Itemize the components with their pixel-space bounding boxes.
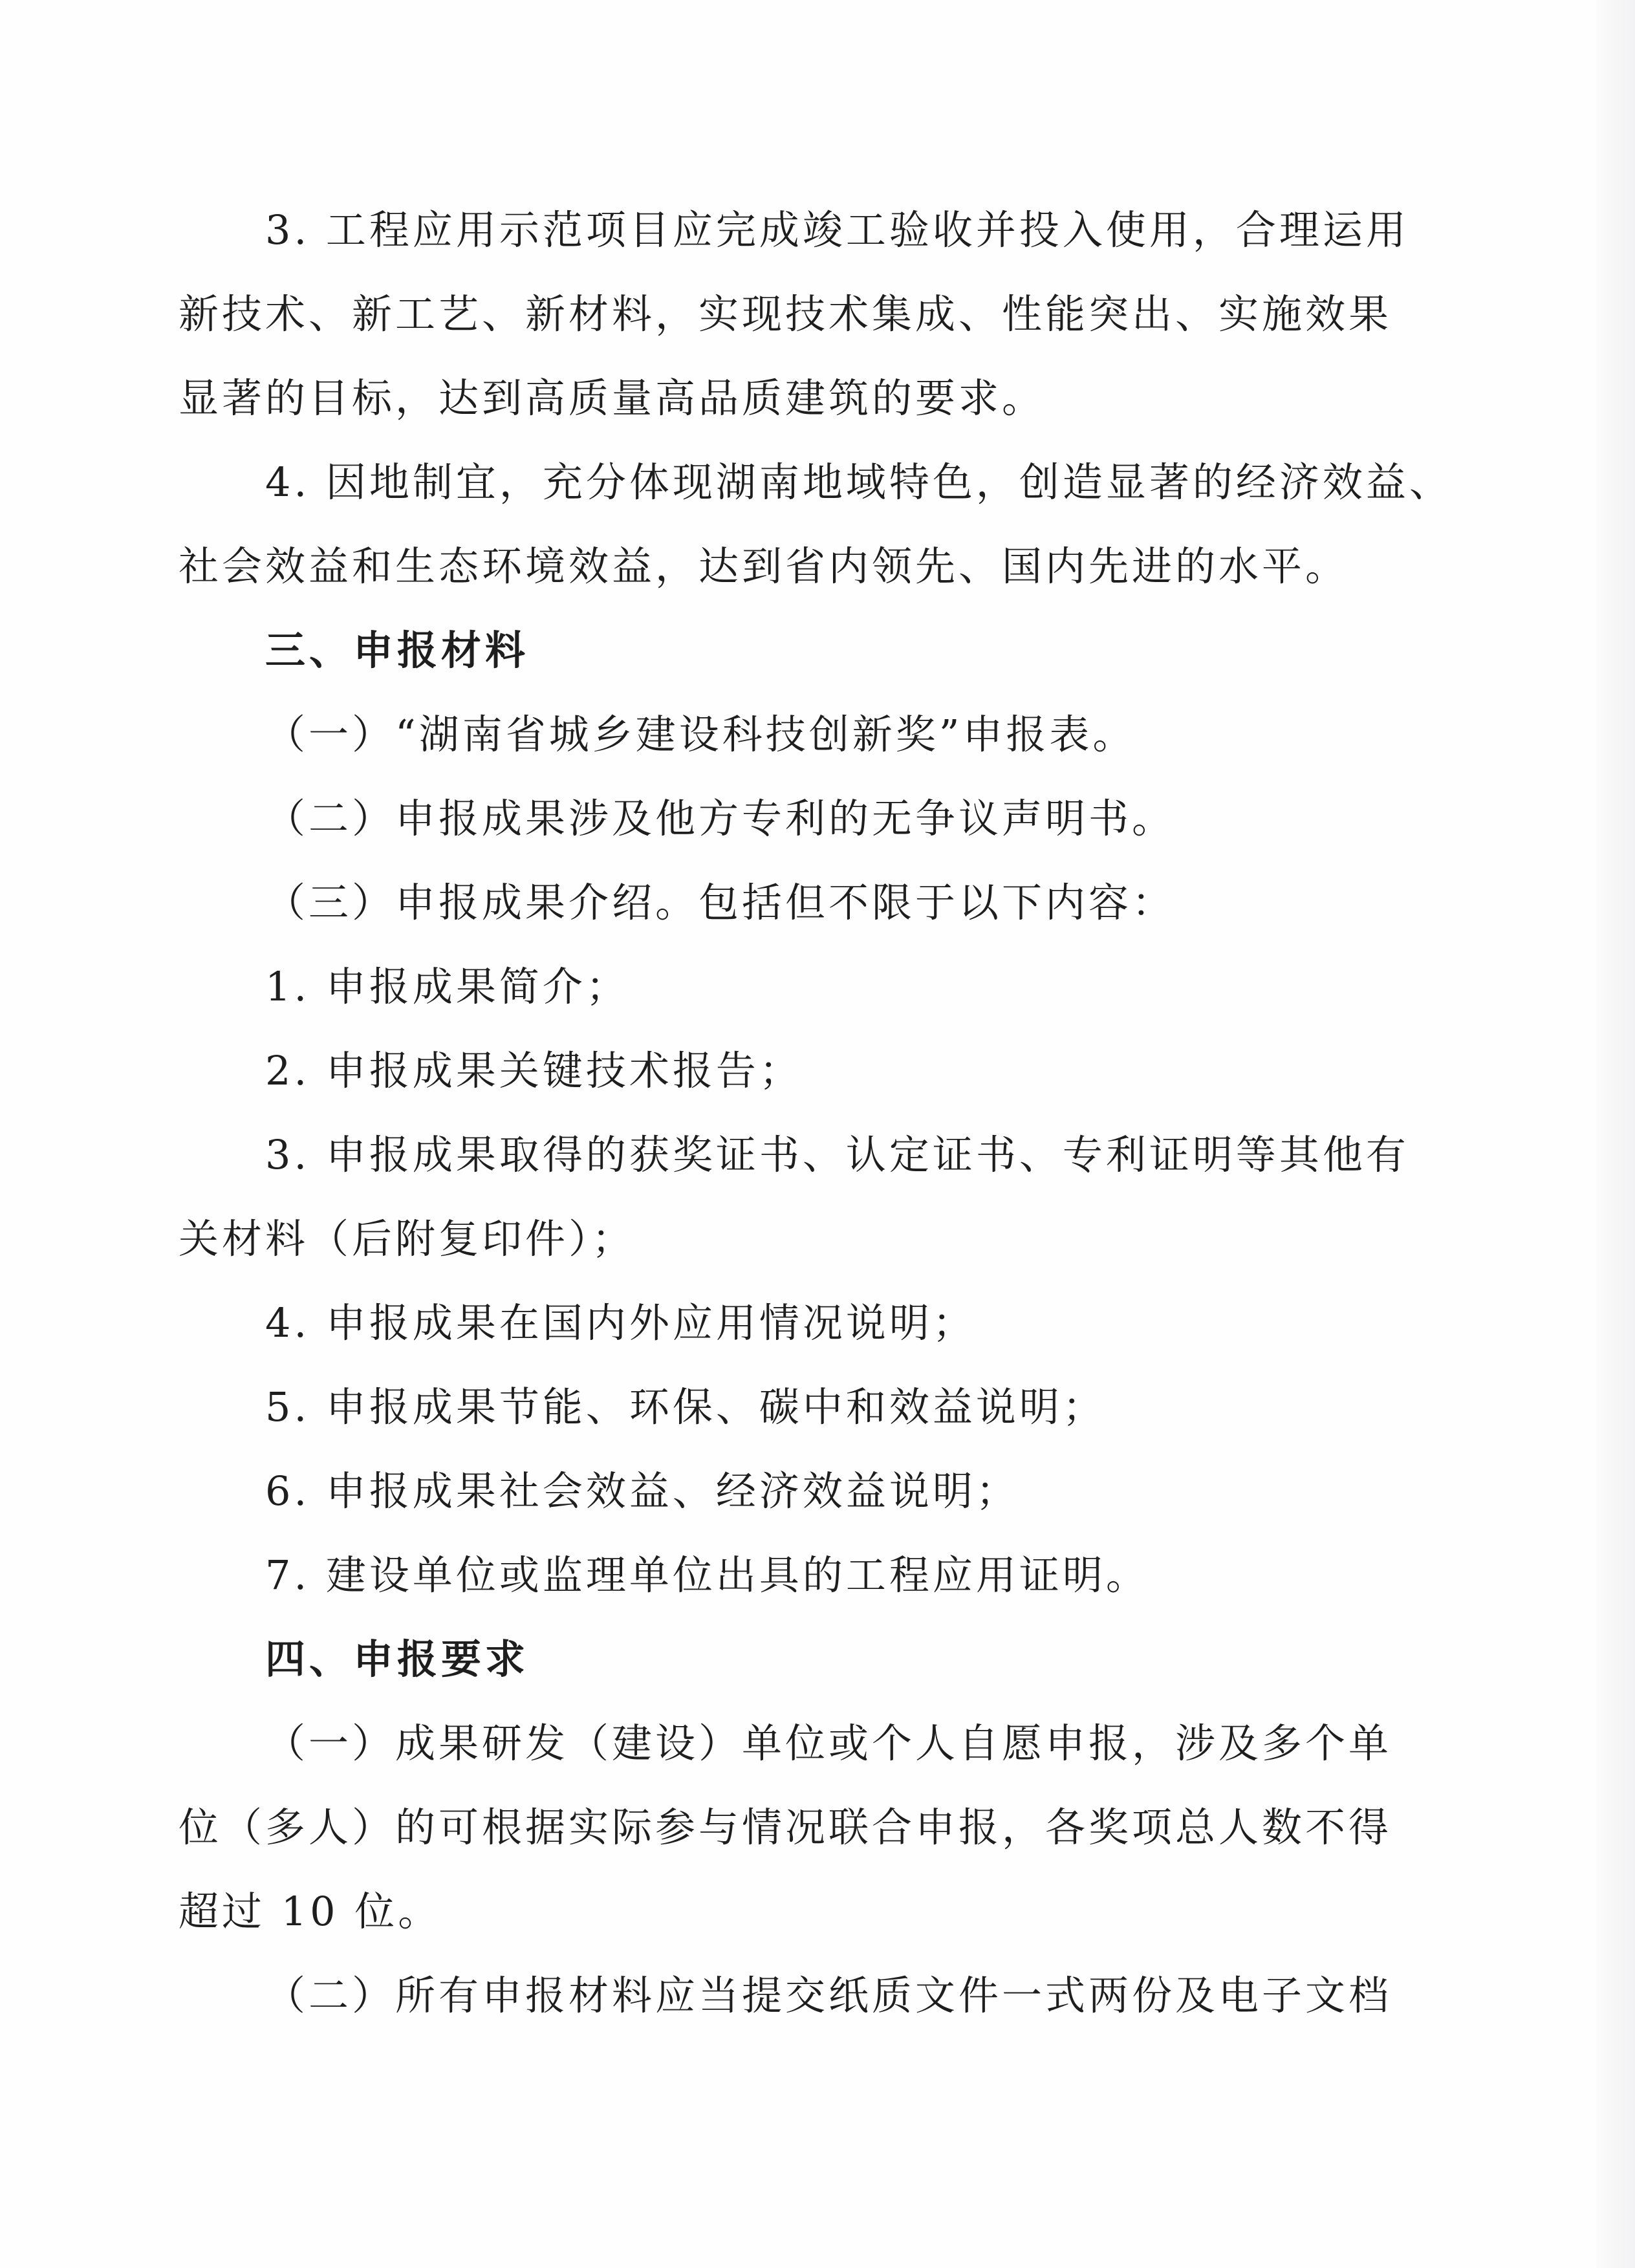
list-item: 6. 申报成果社会效益、经济效益说明； — [265, 1467, 1019, 1515]
section-heading: 四、申报要求 — [265, 1636, 530, 1683]
list-item: 2. 申报成果关键技术报告； — [265, 1047, 803, 1094]
list-item: 5. 申报成果节能、环保、碳中和效益说明； — [265, 1383, 1106, 1431]
text-line: 新技术、新工艺、新材料，实现技术集成、性能突出、实施效果 — [179, 290, 1392, 338]
list-item: 7. 建设单位或监理单位出具的工程应用证明。 — [265, 1551, 1149, 1599]
text-line: （一）成果研发（建设）单位或个人自愿申报，涉及多个单 — [265, 1720, 1392, 1767]
text-line: 关材料（后附复印件）； — [179, 1215, 636, 1262]
text-line: 显著的目标，达到高质量高品质建筑的要求。 — [179, 374, 1046, 422]
text-line: （二）所有申报材料应当提交纸质文件一式两份及电子文档 — [265, 1972, 1392, 2019]
list-item: 4. 申报成果在国内外应用情况说明； — [265, 1299, 976, 1346]
list-item: 1. 申报成果简介； — [265, 963, 629, 1010]
text-line: 位（多人）的可根据实际参与情况联合申报，各奖项总人数不得 — [179, 1804, 1392, 1851]
section-heading: 三、申报材料 — [265, 627, 530, 674]
text-line: （三）申报成果介绍。包括但不限于以下内容： — [265, 879, 1176, 926]
text-line: 超过 10 位。 — [179, 1888, 442, 1935]
text-line: 4. 因地制宜，充分体现湖南地域特色，创造显著的经济效益、 — [265, 459, 1453, 506]
text-line: （一）“湖南省城乡建设科技创新奖”申报表。 — [265, 711, 1136, 758]
scan-edge — [1596, 0, 1635, 2268]
text-line: 社会效益和生态环境效益，达到省内领先、国内先进的水平。 — [179, 543, 1349, 590]
list-item: 3. 申报成果取得的获奖证书、认定证书、专利证明等其他有 — [265, 1131, 1409, 1178]
text-line: （二）申报成果涉及他方专利的无争议声明书。 — [265, 795, 1176, 842]
text-line: 3. 工程应用示范项目应完成竣工验收并投入使用，合理运用 — [265, 206, 1409, 254]
